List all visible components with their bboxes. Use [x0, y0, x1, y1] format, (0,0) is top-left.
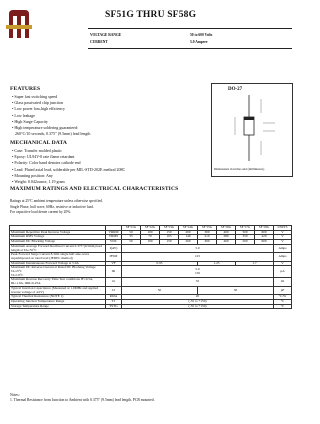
value-cell: 150 — [160, 230, 179, 235]
value-cell: 0.95 — [122, 261, 198, 266]
package-label: DO-27 — [228, 87, 243, 92]
unit-cell: V — [274, 235, 292, 240]
symbol-cell: VRRM — [106, 230, 122, 235]
unit-cell: Amps — [274, 253, 292, 261]
value-cell: 35 — [122, 278, 274, 286]
value-cell: 125 — [122, 253, 274, 261]
mechanical-item: • Mounting position: Any — [12, 173, 125, 179]
column-header: SF 51G — [122, 226, 141, 231]
parameter-cell: Peak Forward Surge Current 8.3mS single half sine-wave superimposed on rated load (JEDEC method) — [10, 253, 106, 261]
value-line: 150 — [194, 270, 201, 275]
ratings-note: For capacitive load derate current by 20%. — [10, 210, 72, 215]
unit-cell: µA — [274, 266, 292, 278]
value-cell: 1.25 — [198, 261, 236, 266]
semiconductor-logo — [6, 8, 32, 40]
value-cell: 280 — [217, 235, 236, 240]
ratings-note: Ratings at 25°C ambient temperature unless otherwise specified. — [10, 199, 103, 203]
mechanical-item: • Polarity: Color band denotes cathode end — [12, 160, 125, 166]
parameter-cell: Maximum Repetitive Peak Reverse Voltage — [10, 230, 106, 235]
value-cell: 600 — [255, 230, 274, 235]
voltage-range-spec — [90, 33, 212, 37]
symbol-cell: VF — [106, 261, 122, 266]
value-cell: 400 — [217, 230, 236, 235]
table-row — [10, 253, 292, 261]
feature-item: • Super fast switching speed — [12, 94, 90, 100]
table-row — [10, 304, 292, 309]
symbol-cell: CJ — [106, 286, 122, 294]
value-cell: 50 — [122, 286, 198, 294]
parameter-cell: Typical Junction Capacitance (Measured at 1.0MHz and applied reverse voltage of 4.0V) — [10, 286, 106, 294]
value-cell: 105 — [160, 235, 179, 240]
feature-item: • High Surge Capacity — [12, 119, 90, 125]
parameter-cell: Operating Junction Temperature Range — [10, 299, 106, 304]
value-cell: 50 — [122, 240, 141, 245]
parameter-cell: Maximum RMS Voltage — [10, 235, 106, 240]
value-cell: 210 — [198, 235, 217, 240]
mechanical-list — [12, 148, 125, 185]
value-cell: 400 — [217, 240, 236, 245]
parameter-cell: Maximum DC Blocking Voltage — [10, 240, 106, 245]
value-cell: (-55 to +150) — [122, 304, 274, 309]
column-header: SF 55G — [198, 226, 217, 231]
unit-cell: °C/W — [274, 295, 292, 300]
current-value: 5.0 Ampere — [190, 40, 208, 44]
column-header: SF 57G — [236, 226, 255, 231]
value-cell: 1.7 — [236, 261, 274, 266]
feature-item: • Glass passivated chip junction — [12, 100, 90, 106]
value-cell: 300 — [198, 240, 217, 245]
parameter-cell: Storage Temperature Range — [10, 304, 106, 309]
symbol-cell: TJ — [106, 299, 122, 304]
value-cell: 20 — [122, 295, 274, 300]
value-cell: 420 — [255, 235, 274, 240]
diode-package-drawing — [213, 93, 291, 165]
symbol-cell: VDC — [106, 240, 122, 245]
unit-cell: V — [274, 230, 292, 235]
voltage-range-label: VOLTAGE RANGE — [90, 33, 122, 37]
column-header: SF 56G — [217, 226, 236, 231]
value-cell: 500 — [236, 230, 255, 235]
condition-text: TA=25°C — [11, 270, 22, 274]
current-label: CURRENT — [90, 40, 108, 44]
symbol-cell: trr — [106, 278, 122, 286]
symbol-cell: VRMS — [106, 235, 122, 240]
value-cell — [122, 266, 274, 278]
package-caption: Dimensions in inches and (millimeters) — [214, 167, 265, 171]
value-cell: 35 — [122, 235, 141, 240]
features-title: FEATURES — [10, 86, 41, 92]
parameter-cell: Typical Thermal Resistance (NOTE 1) — [10, 295, 106, 300]
notes-section — [10, 393, 155, 403]
note-item: 1. Thermal Resistance from Junction to Ambient with 0.375” (9.5mm) lead length, PCB mounted. — [10, 398, 155, 402]
unit-cell: Amps — [274, 244, 292, 252]
value-cell: 70 — [141, 235, 160, 240]
unit-cell: °C — [274, 304, 292, 309]
mechanical-item: • Case: Transfer molded plastic — [12, 148, 125, 154]
parameter-cell: Maximum Instantaneous Forward Voltage at 5.0A — [10, 261, 106, 266]
feature-item: • High temperature soldering guaranteed: — [12, 125, 90, 131]
value-cell: 5.0 — [122, 244, 274, 252]
features-list — [12, 94, 90, 137]
parameter-cell: Maximum Average Forward Rectified Current 0.375"(9.5mm) lead length at TA=55°C — [10, 244, 106, 252]
ratings-notes — [10, 199, 103, 216]
symbol-cell: IFSM — [106, 253, 122, 261]
parameter-cell: Maximum Reverse Recovery Time Test conditions IF=0.5A, IR=1.0A, IRR=0.25A — [10, 278, 106, 286]
mechanical-title: MECHANICAL DATA — [10, 140, 68, 146]
value-cell: 350 — [236, 235, 255, 240]
symbol-cell: RθJA — [106, 295, 122, 300]
symbol-cell: IR — [106, 266, 122, 278]
unit-cell: °C — [274, 299, 292, 304]
value-cell: 600 — [255, 240, 274, 245]
notes-title: Notes: — [10, 393, 20, 397]
column-header: SF 52G — [141, 226, 160, 231]
unit-cell: V — [274, 240, 292, 245]
ratings-title: MAXIMUM RATINGS AND ELECTRICAL CHARACTERISTICS — [10, 186, 179, 192]
current-spec — [90, 40, 208, 44]
value-cell: 50 — [122, 230, 141, 235]
value-cell: 100 — [141, 230, 160, 235]
column-header: SF 53G — [160, 226, 179, 231]
value-cell: (-55 to +150) — [122, 299, 274, 304]
value-cell: 100 — [141, 240, 160, 245]
symbol-cell: TSTG — [106, 304, 122, 309]
parameter-cell: Maximum DC Reverse Current at Rated DC Blocking Voltage TA=25°C TA=125°C — [10, 266, 106, 278]
unit-cell: pF — [274, 286, 292, 294]
table-row — [10, 266, 292, 278]
ratings-table — [9, 225, 292, 309]
feature-item: • Low power loss,high efficiency — [12, 106, 90, 112]
unit-cell: nS — [274, 278, 292, 286]
mechanical-item: • Epoxy: UL94V-0 rate flame retardant — [12, 154, 125, 160]
header-rule-bottom — [88, 48, 292, 49]
header-rule-top — [88, 28, 292, 29]
units-header: UNITS — [274, 226, 292, 231]
value-cell: 500 — [236, 240, 255, 245]
column-header: SF 58G — [255, 226, 274, 231]
value-cell: 150 — [160, 240, 179, 245]
unit-cell: V — [274, 261, 292, 266]
value-cell: 30 — [198, 286, 274, 294]
value-cell: 200 — [179, 240, 198, 245]
feature-item: 260°C/10 seconds, 0.375” (9.5mm) lead length — [15, 131, 91, 137]
mechanical-item: • Lead: Plated axial lead, solderable per MIL-STD-202E method 208C — [12, 167, 125, 173]
value-cell: 140 — [179, 235, 198, 240]
value-line: 5.0 — [195, 267, 200, 272]
page-title: SF51G THRU SF58G — [105, 10, 197, 20]
value-cell: 300 — [198, 230, 217, 235]
feature-item: • Low leakage — [12, 113, 90, 119]
symbol-cell: I(AV) — [106, 244, 122, 252]
value-cell: 200 — [179, 230, 198, 235]
condition-text: TA=125°C — [11, 273, 24, 277]
column-header: SF 54G — [179, 226, 198, 231]
voltage-range-value: 50 to 600 Volts — [190, 33, 213, 37]
mechanical-item: • Weight: 0.042ounce, 1.19 gram — [12, 179, 125, 185]
ratings-note: Single Phase, half wave, 60Hz, resistive or inductive load. — [10, 204, 94, 209]
